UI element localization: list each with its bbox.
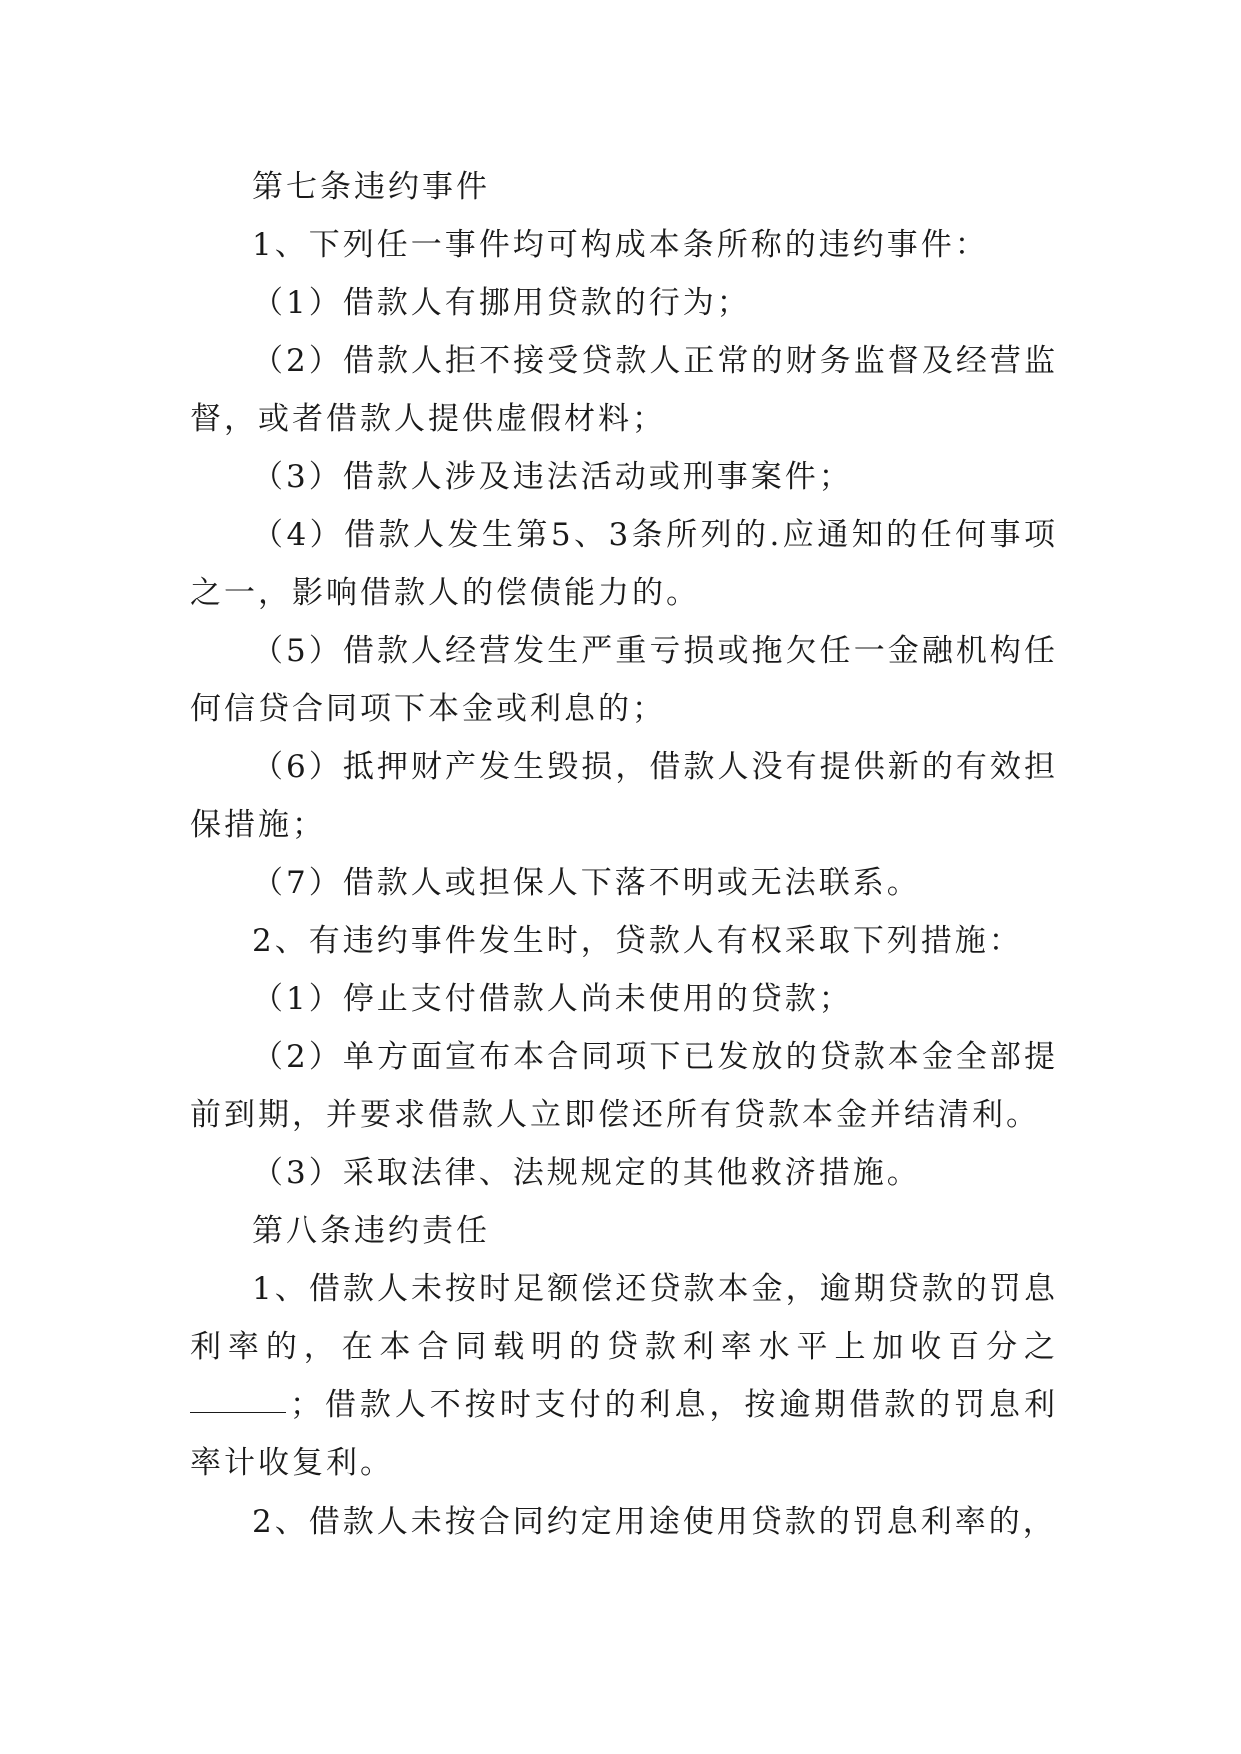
contract-text xyxy=(190,158,1058,1552)
clause-7-2-item-2: （2）单方面宣布本合同项下已发放的贷款本金全部提前到期，并要求借款人立即偿还所有贷款本金并结清利。 xyxy=(190,1039,1058,1133)
clause-8-1 xyxy=(190,1260,1058,1492)
clause-8-2: 2、借款人未按合同约定用途使用贷款的罚息利率的， xyxy=(252,1504,1057,1540)
clause-7-2-item-1: （1）停止支付借款人尚未使用的贷款； xyxy=(252,981,853,1017)
clause-7-1: 1、下列任一事件均可构成本条所称的违约事件： xyxy=(252,227,989,263)
clause-8-1-part-1: 1、借款人未按时足额偿还贷款本金，逾期贷款的罚息利率的，在本合同载明的贷款利率水平上加收百分之 xyxy=(190,1271,1058,1365)
clause-7-2: 2、有违约事件发生时，贷款人有权采取下列措施： xyxy=(252,923,1023,959)
clause-7-2-item-3: （3）采取法律、法规规定的其他救济措施。 xyxy=(252,1155,921,1191)
clause-8-1-part-2: ；借款人不按时支付的利息，按逾期借款的罚息利率计收复利。 xyxy=(190,1387,1058,1481)
clause-7-1-item-6: （6）抵押财产发生毁损，借款人没有提供新的有效担保措施； xyxy=(190,749,1058,843)
clause-7-1-item-4: （4）借款人发生第5、3条所列的.应通知的任何事项之一，影响借款人的偿债能力的。 xyxy=(190,517,1058,611)
fill-in-blank xyxy=(190,1411,286,1413)
clause-7-1-item-3: （3）借款人涉及违法活动或刑事案件； xyxy=(252,459,853,495)
article-7-heading: 第七条违约事件 xyxy=(252,169,490,205)
clause-7-1-item-2: （2）借款人拒不接受贷款人正常的财务监督及经营监督，或者借款人提供虚假材料； xyxy=(190,343,1058,437)
article-8-heading: 第八条违约责任 xyxy=(252,1213,490,1249)
clause-7-1-item-7: （7）借款人或担保人下落不明或无法联系。 xyxy=(252,865,921,901)
clause-7-1-item-1: （1）借款人有挪用贷款的行为； xyxy=(252,285,751,321)
clause-7-1-item-5: （5）借款人经营发生严重亏损或拖欠任一金融机构任何信贷合同项下本金或利息的； xyxy=(190,633,1058,727)
